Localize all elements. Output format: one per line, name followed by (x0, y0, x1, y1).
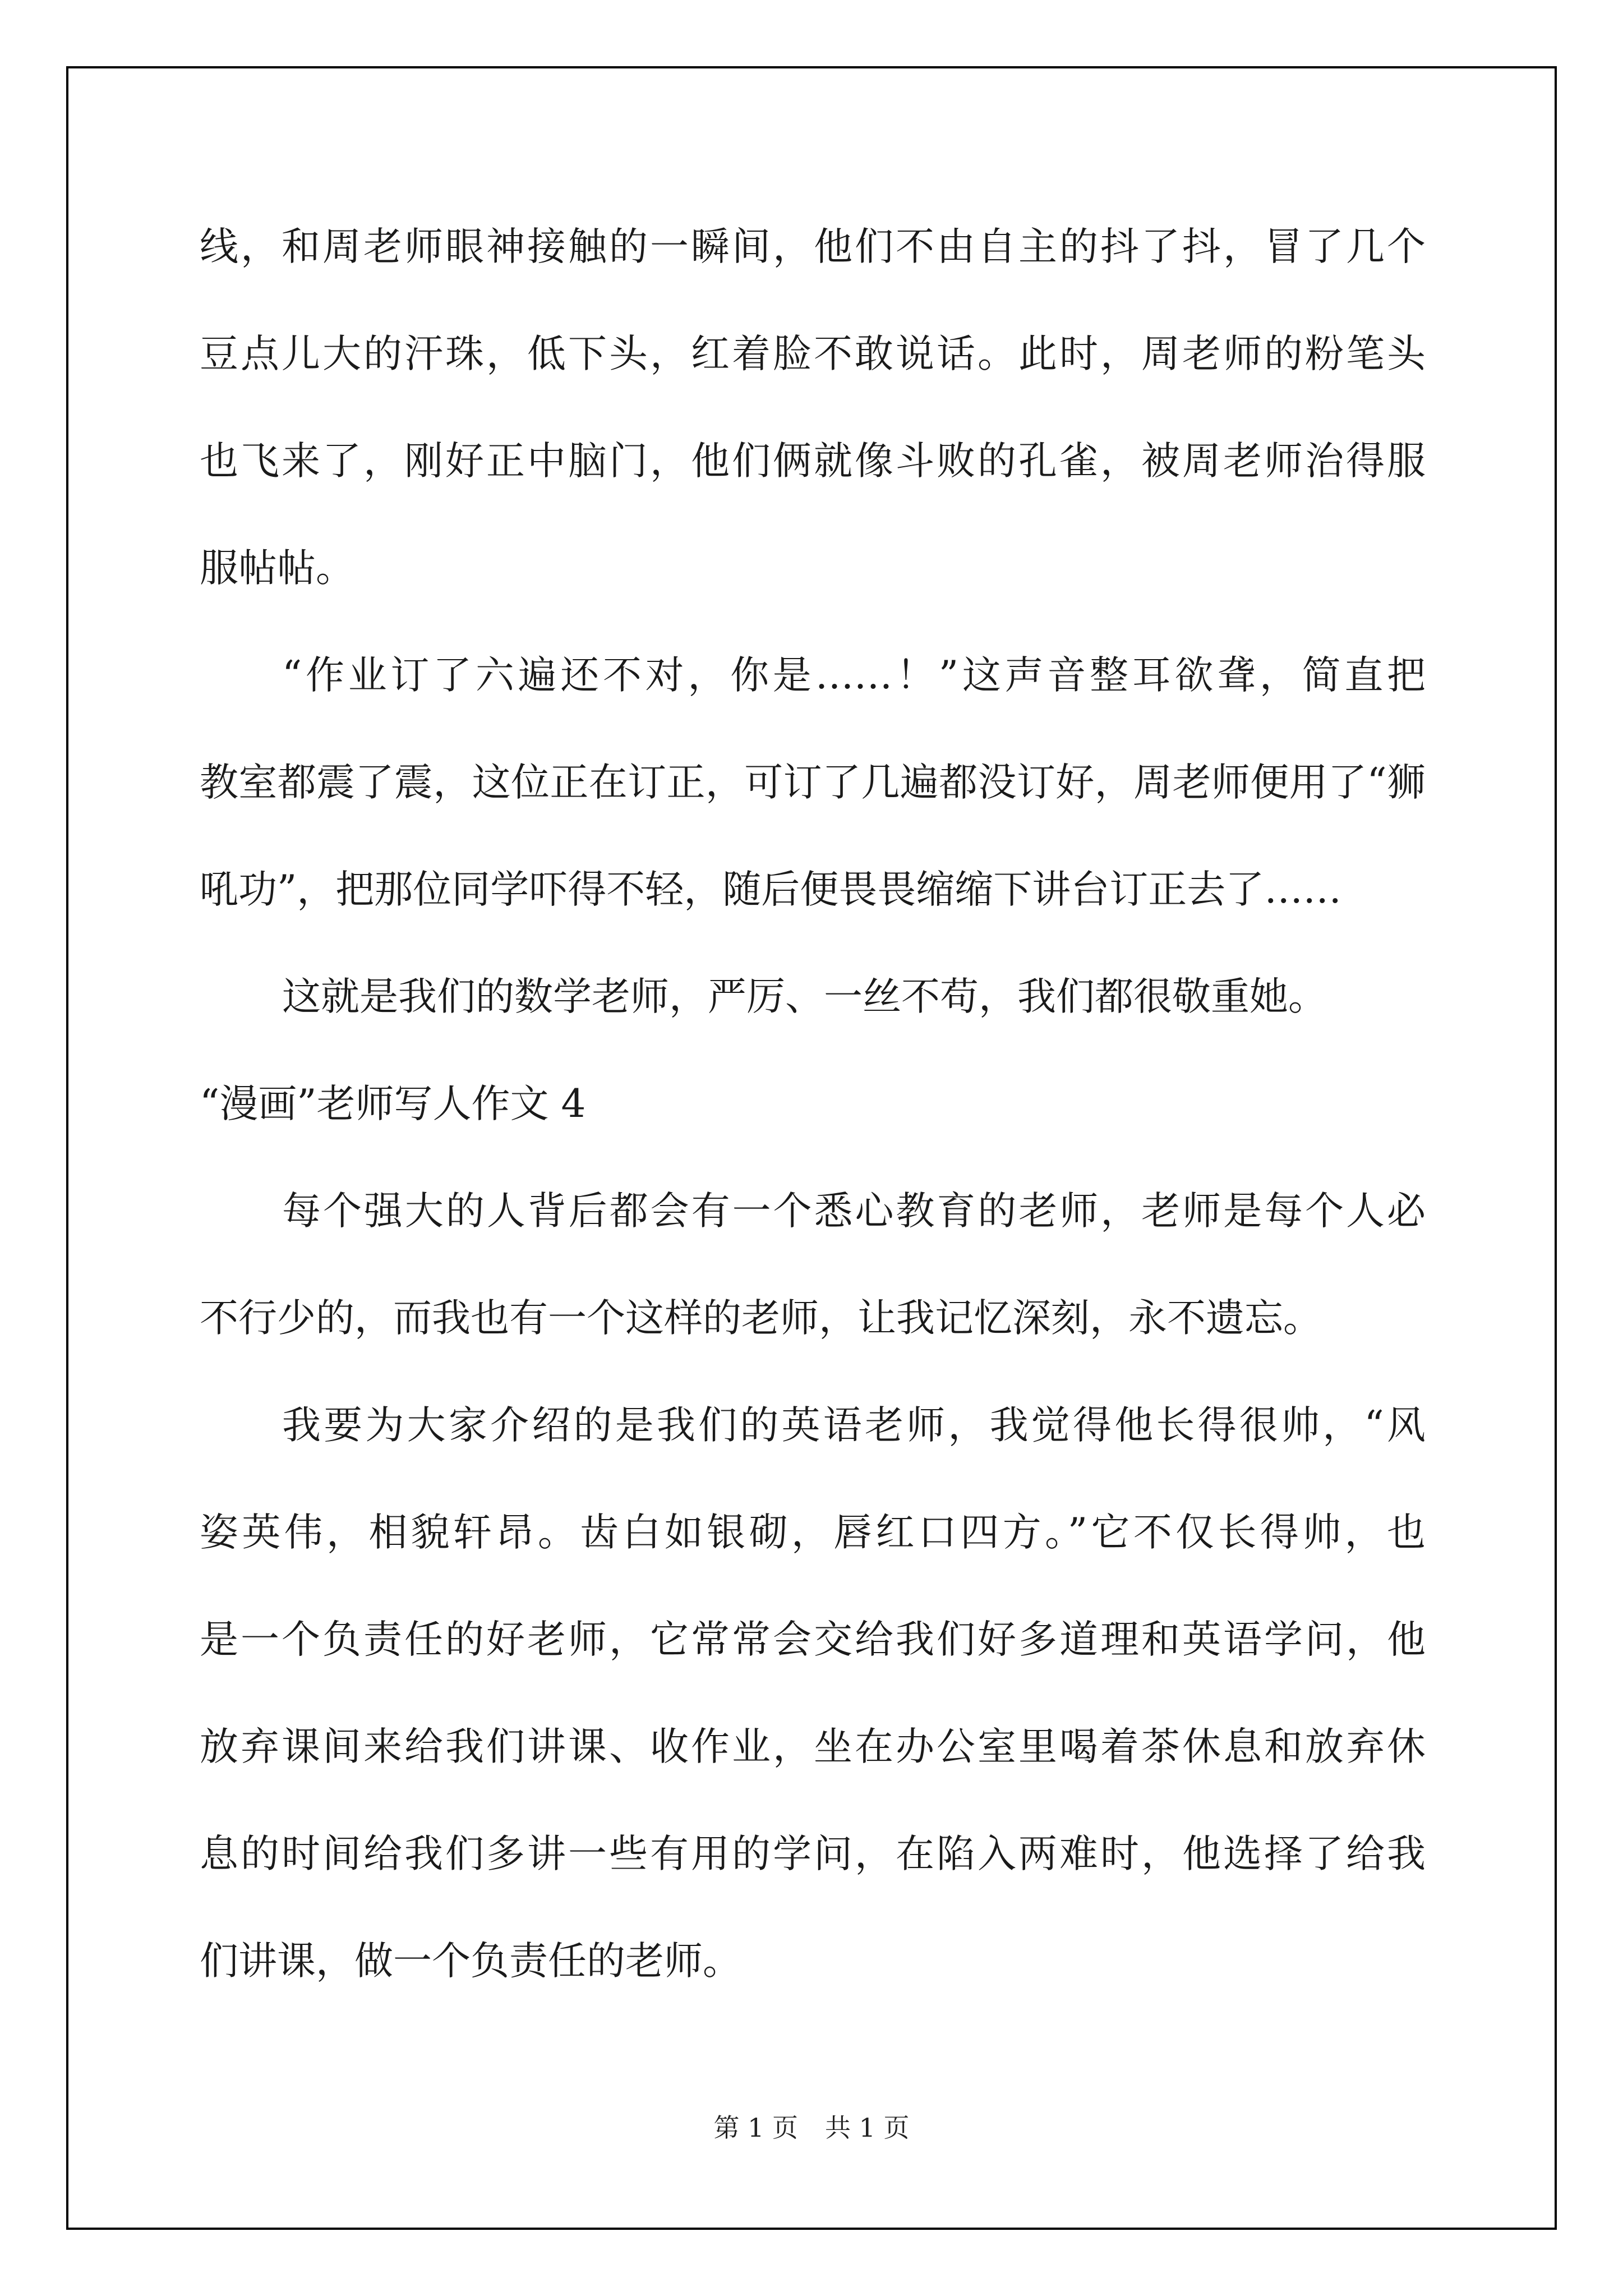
text-line: 是一个负责任的好老师，它常常会交给我们好多道理和英语学问，他 (200, 1617, 1426, 1662)
text-line: 们讲课，做一个负责任的老师。 (200, 1939, 741, 1984)
document-body (200, 194, 1426, 2015)
text-line: “漫画”老师写人作文 4 (200, 1082, 586, 1126)
text-line: 也飞来了，刚好正中脑门，他们俩就像斗败的孔雀，被周老师治得服 (200, 439, 1426, 484)
text-line: 息的时间给我们多讲一些有用的学问，在陷入两难时，他选择了给我 (200, 1832, 1426, 1876)
text-line: 线，和周老师眼神接触的一瞬间，他们不由自主的抖了抖，冒了几个 (200, 224, 1426, 269)
page-number: 第 1 页 (713, 2113, 798, 2143)
text-line: 姿英伟，相貌轩昂。齿白如银砌，唇红口四方。”它不仅长得帅，也 (200, 1510, 1426, 1555)
text-line: 我要为大家介绍的是我们的英语老师，我觉得他长得很帅，“风 (282, 1403, 1426, 1448)
text-line: 这就是我们的数学老师，严厉、一丝不苟，我们都很敬重她。 (282, 974, 1327, 1019)
text-line: 教室都震了震，这位正在订正，可订了几遍都没订好，周老师便用了“狮 (200, 760, 1426, 805)
text-line: “作业订了六遍还不对，你是……！”这声音整耳欲聋，简直把 (282, 653, 1426, 698)
text-line: 服帖帖。 (200, 546, 354, 591)
text-line: 每个强大的人背后都会有一个悉心教育的老师，老师是每个人必 (282, 1189, 1426, 1234)
text-line: 不行少的，而我也有一个这样的老师，让我记忆深刻，永不遗忘。 (200, 1296, 1322, 1341)
text-line: 吼功”，把那位同学吓得不轻，随后便畏畏缩缩下讲台订正去了…… (200, 867, 1342, 912)
text-line: 豆点儿大的汗珠，低下头，红着脸不敢说话。此时，周老师的粉笔头 (200, 332, 1426, 376)
page-footer (0, 2111, 1623, 2145)
text-line: 放弃课间来给我们讲课、收作业，坐在办公室里喝着茶休息和放弃休 (200, 1724, 1426, 1769)
page-total: 共 1 页 (825, 2113, 910, 2143)
